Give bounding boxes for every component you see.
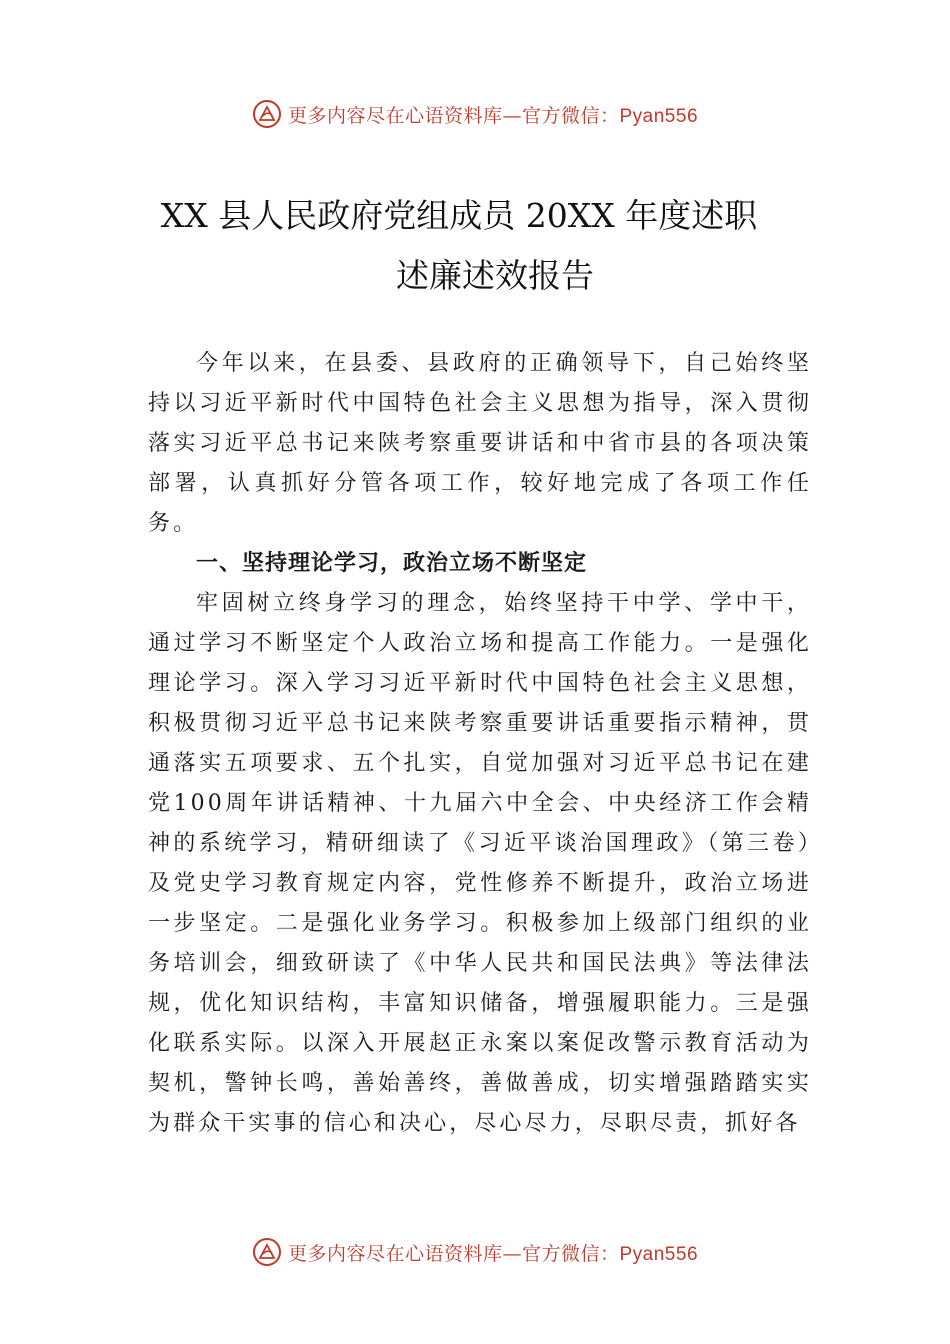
logo-icon (252, 99, 282, 129)
header-watermark-text (288, 101, 698, 128)
logo-icon (252, 1237, 282, 1267)
watermark-wechat-id: Pyan556 (619, 1243, 699, 1265)
document-title-line1: XX 县人民政府党组成员 20XX 年度述职 (160, 196, 758, 235)
watermark-wechat-id: Pyan556 (619, 105, 699, 127)
watermark-label: 更多内容尽在心语资料库—官方微信： (287, 1242, 620, 1265)
section-paragraph: 牢固树立终身学习的理念，始终坚持干中学、学中干，通过学习不断坚定个人政治立场和提高工作能力。一是强化理论学习。深入学习习近平新时代中国特色社会主义思想，积极贯彻习近平总书记来陕考察重要讲话重要指示精神，贯通落实五项要求、五个扎实，自觉加强对习近平总书记在建党100周年讲话精神、十九届六中全会、中央经济工作会精神的系统学习，精研细读了《习近平谈治国理政》（第三卷）及党史学习教育规定内容，党性修养不断提升，政治立场进一步坚定。二是强化业务学习。积极参加上级部门组织的业务培训会，细致研读了《中华人民共和国民法典》等法律法规，优化知识结构，丰富知识储备，增强履职能力。三是强化联系实际。以深入开展赵正永案以案促改警示教育活动为契机，警钟长鸣，善始善终，善做善成，切实增强踏踏实实为群众干实事的信心和决心，尽心尽力，尽职尽责，抓好各 (148, 591, 812, 1136)
intro-paragraph: 今年以来，在县委、县政府的正确领导下，自己始终坚持以习近平新时代中国特色社会主义思想为指导，深入贯彻落实习近平总书记来陕考察重要讲话和中省市县的各项决策部署，认真抓好分管各项工作，较好地完成了各项工作任务。 (148, 351, 812, 536)
footer-watermark (0, 1232, 950, 1272)
section-heading: 一、坚持理论学习，政治立场不断坚定 (196, 551, 588, 576)
header-watermark (0, 94, 950, 134)
footer-watermark-text (288, 1239, 698, 1266)
document-body (148, 344, 812, 1144)
watermark-label: 更多内容尽在心语资料库—官方微信： (287, 104, 620, 127)
document-title-line2: 述廉述效报告 (396, 256, 594, 295)
